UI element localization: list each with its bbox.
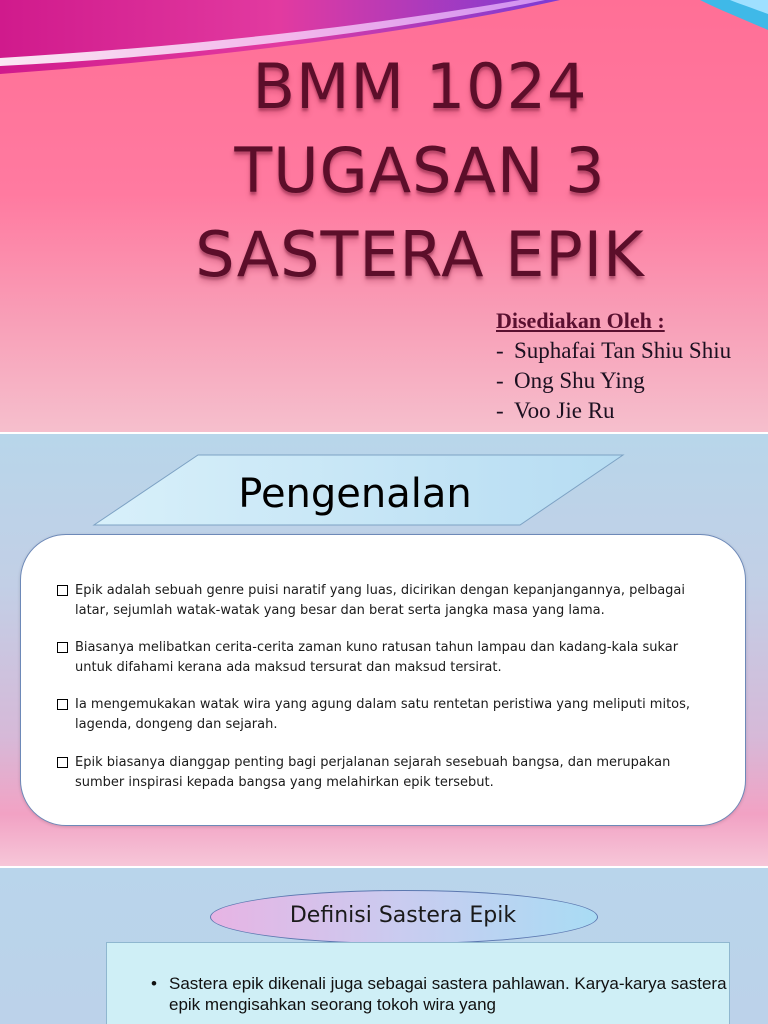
list-item: Biasanya melibatkan cerita-cerita zaman kuno ratusan tahun lampau dan kadang-kala sukar untuk difahami kerana ada maksud tersurat dan maksud tersirat. bbox=[57, 638, 705, 678]
checkbox-bullet-icon bbox=[57, 585, 68, 596]
author-name: - Voo Jie Ru bbox=[496, 398, 615, 423]
definition-slide bbox=[0, 868, 768, 1024]
list-item: • Sastera epik dikenali juga sebagai sastera pahlawan. Karya-karya sastera epik mengisahkan seorang tokoh wira yang bbox=[151, 974, 727, 1014]
introduction-slide bbox=[0, 434, 768, 866]
checkbox-bullet-icon bbox=[57, 699, 68, 710]
checkbox-bullet-icon bbox=[57, 757, 68, 768]
title-line-topic: SASTERA EPIK bbox=[195, 218, 645, 291]
content-panel bbox=[106, 942, 730, 1024]
author-name: - Ong Shu Ying bbox=[496, 368, 645, 393]
list-item: Ia mengemukakan watak wira yang agung dalam satu rentetan peristiwa yang meliputi mitos, lagenda, dongeng dan sejarah. bbox=[57, 695, 705, 735]
author-name: - Suphafai Tan Shiu Shiu bbox=[496, 338, 732, 363]
section-heading: Definisi Sastera Epik bbox=[289, 903, 517, 928]
content-card bbox=[20, 534, 746, 826]
prepared-by-label: Disediakan Oleh : bbox=[496, 308, 665, 333]
title-line-course: BMM 1024 bbox=[252, 50, 588, 123]
title-slide bbox=[0, 0, 768, 432]
title-line-assignment: TUGASAN 3 bbox=[234, 134, 606, 207]
checkbox-bullet-icon bbox=[57, 642, 68, 653]
section-heading: Pengenalan bbox=[238, 471, 472, 517]
list-item: Epik biasanya dianggap penting bagi perjalanan sejarah sesebuah bangsa, dan merupakan sumber inspirasi kepada bangsa yang melahirkan epik tersebut. bbox=[57, 753, 705, 793]
list-item: Epik adalah sebuah genre puisi naratif yang luas, dicirikan dengan kepanjangannya, pelbagai latar, sejumlah watak-watak yang besar dan berat serta jangka masa yang lama. bbox=[57, 581, 705, 621]
bullet-dot-icon: • bbox=[151, 974, 157, 993]
prepared-by-block bbox=[496, 308, 731, 426]
